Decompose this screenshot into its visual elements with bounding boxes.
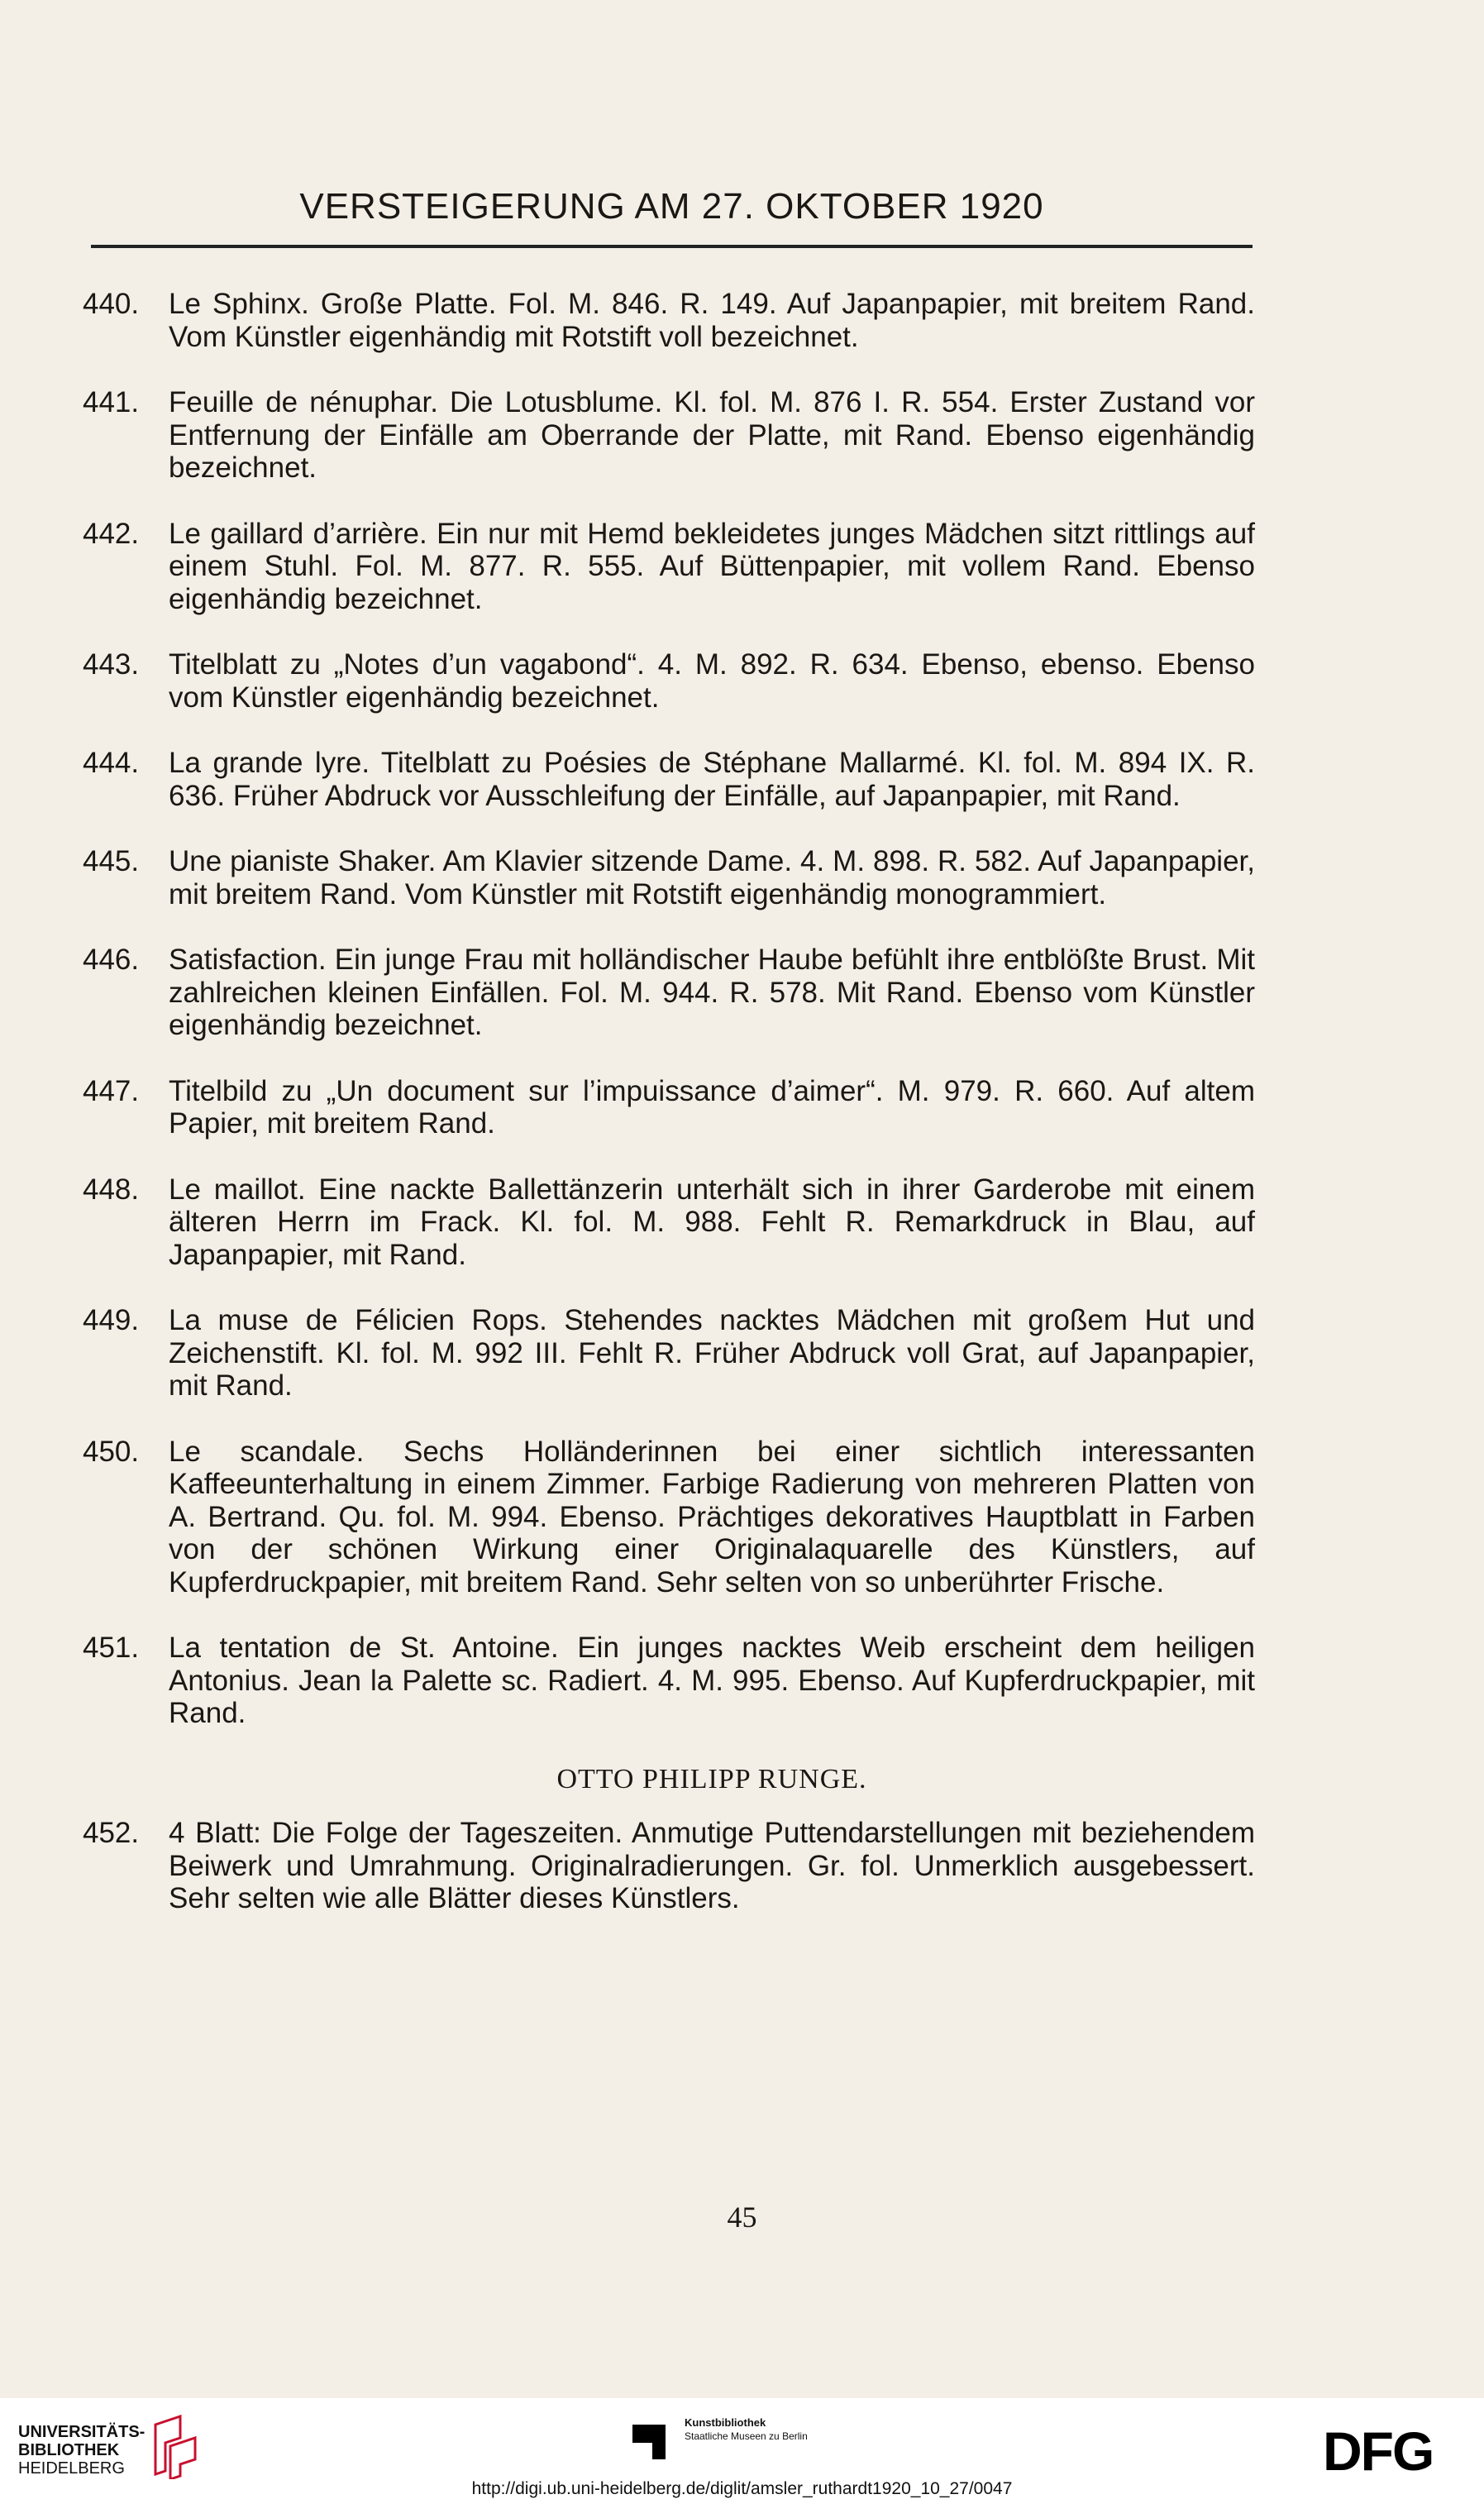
catalog-entry (83, 845, 1255, 910)
catalog-entry (83, 944, 1255, 1042)
kunstbibliothek-text (685, 2416, 808, 2443)
kunstbibliothek-logo-icon (632, 2410, 679, 2459)
catalog-entry (83, 1304, 1255, 1403)
catalog-entry (83, 747, 1255, 812)
entry-number: 446. (83, 944, 140, 976)
entry-number: 452. (83, 1817, 140, 1849)
footer-bar (0, 2398, 1484, 2504)
entry-text: La tentation de St. Antoine. Ein junges nacktes Weib erscheint dem heiligen Antonius. Jean la Palette sc. Radiert. 4. M. 995. Ebenso. Auf Kupferdruckpapier, mit Rand. (169, 1632, 1255, 1729)
catalog-entry (83, 386, 1255, 485)
entry-number: 447. (83, 1074, 140, 1107)
entry-text: La grande lyre. Titelblatt zu Poésies de Stéphane Mallarmé. Kl. fol. M. 894 IX. R. 636. Früher Abdruck vor Ausschleifung der Einfälle, auf Japanpapier, mit Rand. (169, 747, 1255, 812)
header-rule (91, 245, 1253, 248)
page-header-title: VERSTEIGERUNG AM 27. OKTOBER 1920 (299, 186, 1044, 227)
entry-text: Le gaillard d’arrière. Ein nur mit Hemd bekleidetes junges Mädchen sitzt rittlings auf einem Stuhl. Fol. M. 877. R. 555. Auf Büttenpapier, mit vollem Rand. Ebenso eigenhändig bezeichnet. (169, 517, 1255, 615)
entry-number: 445. (83, 845, 140, 877)
entry-text: 4 Blatt: Die Folge der Tageszeiten. Anmutige Puttendarstellungen mit beziehendem Beiwerk und Umrahmung. Originalradierungen. Gr. fol. Unmerklich ausgebessert. Sehr selten wie alle Blätter dieses Künstlers. (169, 1817, 1255, 1914)
uni-line-3: HEIDELBERG (18, 2459, 125, 2478)
catalog-entry (83, 1173, 1255, 1272)
entry-text: Titelbild zu „Un document sur l’impuissance d’aimer“. M. 979. R. 660. Auf altem Papier, mit breitem Rand. (169, 1074, 1255, 1140)
entry-number: 442. (83, 517, 140, 550)
entry-text: Satisfaction. Ein junge Frau mit holländischer Haube befühlt ihre entblößte Brust. Mit zahlreichen kleinen Einfällen. Fol. M. 944. R. 578. Mit Rand. Ebenso vom Künstler eigenhändig bezeichnet. (169, 944, 1255, 1041)
entry-text: Une pianiste Shaker. Am Klavier sitzende Dame. 4. M. 898. R. 582. Auf Japanpapier, mit breitem Rand. Vom Künstler mit Rotstift eigenhändig monogrammiert. (169, 845, 1255, 910)
entry-text: Le maillot. Eine nackte Ballettänzerin unterhält sich in ihrer Garderobe mit einem älteren Herrn im Frack. Kl. fol. M. 988. Fehlt R. Remarkdruck in Blau, auf Japanpapier, mit Rand. (169, 1173, 1255, 1271)
entry-number: 451. (83, 1632, 140, 1664)
uni-line-1: UNIVERSITÄTS- (18, 2423, 146, 2441)
entry-number: 441. (83, 386, 140, 418)
entry-number: 448. (83, 1173, 140, 1206)
catalog-entry (83, 1632, 1255, 1730)
permalink-url[interactable]: http://digi.ub.uni-heidelberg.de/diglit/amsler_ruthardt1920_10_27/0047 (471, 2479, 1013, 2498)
section-heading: OTTO PHILIPP RUNGE. (556, 1763, 867, 1794)
catalog-entry (83, 518, 1255, 616)
entry-number: 449. (83, 1304, 140, 1336)
entry-number: 444. (83, 747, 140, 779)
university-emblem-icon (147, 2413, 205, 2479)
entry-text: La muse de Félicien Rops. Stehendes nacktes Mädchen mit großem Hut und Zeichenstift. Kl. fol. M. 992 III. Fehlt R. Früher Abdruck voll Grat, auf Japanpapier, mit Rand. (169, 1304, 1255, 1402)
university-library-logo-text (18, 2423, 145, 2478)
entry-text: Titelblatt zu „Notes d’un vagabond“. 4. M. 892. R. 634. Ebenso, ebenso. Ebenso vom Künstler eigenhändig bezeichnet. (169, 648, 1255, 714)
entry-text: Le scandale. Sechs Holländerinnen bei einer sichtlich interessanten Kaffeeunterhaltung in einem Zimmer. Farbige Radierung von mehreren Platten von A. Bertrand. Qu. fol. M. 994. Ebenso. Prächtiges dekoratives Hauptblatt in Farben von der schönen Wirkung einer Originalaquarelle des Künstlers, auf Kupferdruckpapier, mit breitem Rand. Sehr selten von so unberührter Frische. (169, 1435, 1255, 1598)
catalog-entry (83, 1436, 1255, 1599)
catalog-entry (83, 648, 1255, 714)
catalog-entry (83, 1817, 1255, 1915)
page-number: 45 (727, 2201, 757, 2234)
kb-sub: Staatliche Museen zu Berlin (685, 2430, 808, 2442)
uni-line-2: BIBLIOTHEK (18, 2441, 120, 2459)
entry-text: Le Sphinx. Große Platte. Fol. M. 846. R. 149. Auf Japanpapier, mit breitem Rand. Vom Künstler eigenhändig mit Rotstift voll bezeichnet. (169, 288, 1255, 353)
dfg-logo: DFG (1323, 2420, 1434, 2482)
catalog-entry (83, 1075, 1255, 1140)
entry-text: Feuille de nénuphar. Die Lotusblume. Kl. fol. M. 876 I. R. 554. Erster Zustand vor Entfernung der Einfälle am Oberrande der Platte, mit Rand. Ebenso eigenhändig bezeichnet. (169, 386, 1255, 484)
entry-number: 443. (83, 648, 140, 681)
kb-name: Kunstbibliothek (685, 2416, 766, 2429)
entry-number: 450. (83, 1435, 140, 1468)
entry-number: 440. (83, 288, 140, 320)
catalog-entry (83, 288, 1255, 353)
catalog-entries (83, 288, 1255, 1948)
